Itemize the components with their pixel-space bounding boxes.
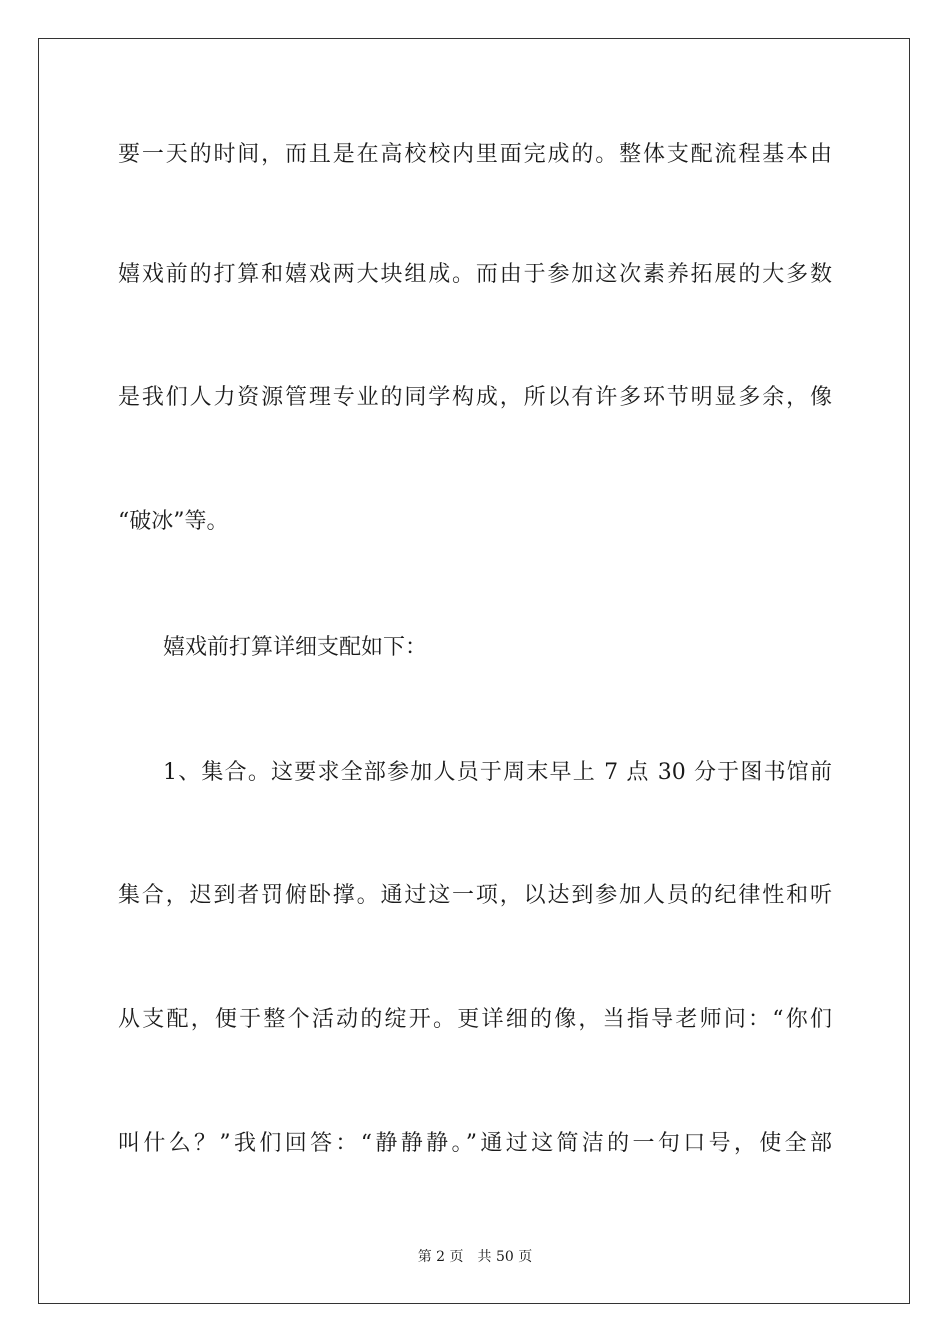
text-line-4: “破冰”等。 [118,509,229,534]
text-line-9: 叫什么？”我们回答：“静静静。”通过这简洁的一句口号，使全部 [118,1131,832,1156]
text-line-6: 1、集合。这要求全部参加人员于周末早上 7 点 30 分于图书馆前 [163,760,832,785]
page-total: 共 50 页 [477,1249,533,1265]
page-number: 第 2 页 [417,1249,464,1265]
text-line-3: 是我们人力资源管理专业的同学构成，所以有许多环节明显多余，像 [118,385,832,410]
text-line-1: 要一天的时间，而且是在高校校内里面完成的。整体支配流程基本由 [118,142,832,167]
text-line-8: 从支配，便于整个活动的绽开。更详细的像，当指导老师问：“你们 [118,1007,832,1032]
page-border [38,38,910,1304]
text-line-2: 嬉戏前的打算和嬉戏两大块组成。而由于参加这次素养拓展的大多数 [118,262,832,287]
text-line-7: 集合，迟到者罚俯卧撑。通过这一项，以达到参加人员的纪律性和听 [118,883,832,908]
page-footer [0,1247,950,1267]
text-line-5: 嬉戏前打算详细支配如下： [163,635,428,660]
